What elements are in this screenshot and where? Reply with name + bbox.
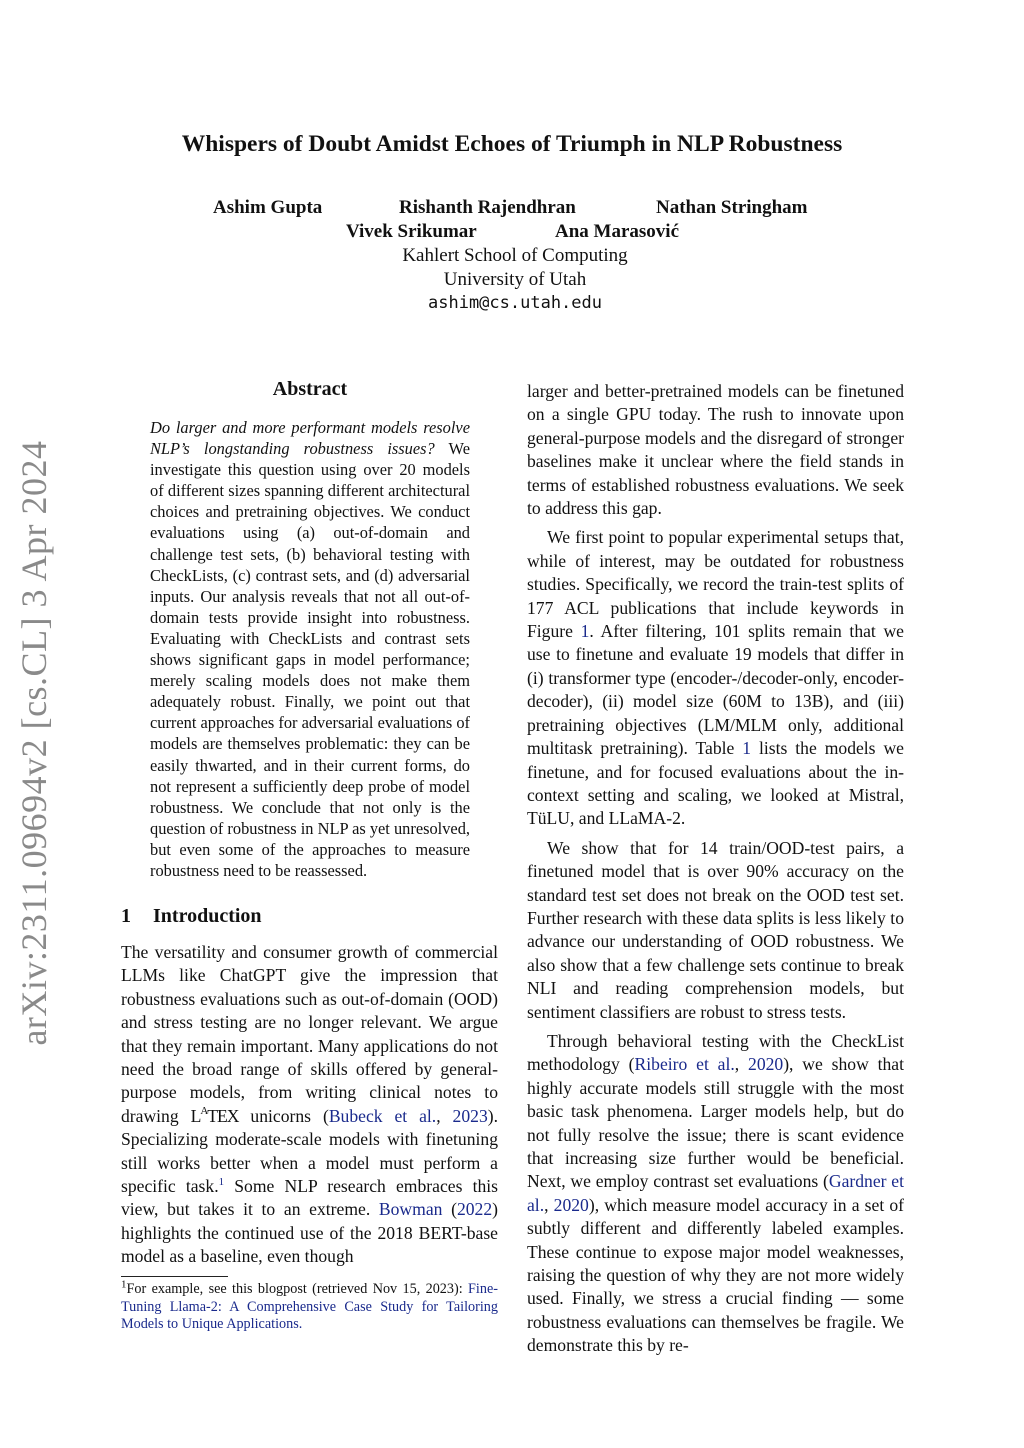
author-email[interactable]: ashim@cs.utah.edu [428, 293, 602, 313]
section-number: 1 [121, 905, 131, 927]
intro-right-column [527, 380, 904, 1358]
author-name: Nathan Stringham [656, 197, 808, 218]
paragraph-text: We first point to popular experimental setups that, while of interest, may be outdated for robustness studies. Specifically, we record the train-test splits of 177 ACL publications that include keywords in Figure [527, 527, 904, 642]
author-name: Rishanth Rajendhran [399, 197, 576, 218]
latex-logo [191, 1106, 239, 1126]
abstract-body [150, 417, 470, 881]
arxiv-stamp [10, 440, 58, 1046]
paragraph-text: ), which measure model accuracy in a set of subtly different and differently labeled examples. These continue to expose major model weaknesses, raising the question of why they are not more widely used. Finally, we stress a crucial finding — some robustness evaluations can themselves be fragile. We demonstrate this by re- [527, 1194, 904, 1356]
paragraph-text: unicorns ( [238, 1105, 329, 1126]
citation-separator: , [544, 1194, 554, 1215]
citation-author: Bubeck et al. [328, 1105, 437, 1126]
paragraph-text: The versatility and consumer growth of commercial LLMs like ChatGPT give the impression that robustness evaluations such as out-of-domain (OOD) and stress testing are no longer relevant. We argue that they remain important. Many applications do not need the broad range of skills offered by general-purpose models, from writing clinical notes to drawing [121, 942, 498, 1126]
paragraph-text: . After filtering, 101 splits remain that we use to finetune and evaluate 19 models that differ in (i) transformer type (encoder-/decoder-only, encoder-decoder), (ii) model size (60M to 13B), and (iii) pretraining objectives (LM/MLM only, additional multitask pretraining). Table [527, 621, 904, 759]
abstract-text: We investigate this question using over 20 models of different sizes spanning different architectural choices and pretraining objectives. We conduct evaluations using (a) out-of-domain and challenge test sets, (b) behavioral testing with CheckLists, (c) contrast sets, and (d) adversarial inputs. Our analysis reveals that not all out-of-domain tests provide insight into robustness. Evaluating with CheckLists and contrast sets shows significant gaps in model performance; merely scaling models does not make them adequately robust. Finally, we point out that current approaches for adversarial evaluations of models are themselves problematic: they can be easily thwarted, and in their current forms, do not represent a sufficiently deep probe of model robustness. We conclude that not only is the question of robustness in NLP as yet unresolved, but even some of the approaches to measure robustness need to be reassessed. [150, 439, 470, 880]
footnote [121, 1278, 498, 1334]
abstract-heading: Abstract [272, 378, 348, 400]
footnote-link[interactable]: Fine-Tuning Llama-2: A Comprehensive Case Study for Tailoring Models to Unique Applications. [121, 1281, 498, 1332]
intro-paragraph: larger and better-pretrained models can be finetuned on a single GPU today. The rush to innovate upon general-purpose models and the disregard of stronger baselines make it unclear where the field stands in terms of established robustness evaluations. We seek to address this gap. [527, 381, 904, 519]
intro-paragraph: We show that for 14 train/OOD-test pairs, a finetuned model that is over 90% accuracy on the standard test set does not break on the OOD test set. Further research with these data splits is less likely to advance our understanding of OOD robustness. We also show that a few challenge sets continue to break NLI and reading comprehension models, but sentiment classifiers are robust to stress tests. [527, 837, 904, 1022]
footnote-marker[interactable]: 1 [218, 1176, 225, 1189]
footnote-number: 1 [121, 1278, 127, 1291]
citation-link[interactable] [329, 1106, 488, 1126]
citation-year: 2023 [452, 1105, 488, 1126]
citation-link[interactable]: 2022 [456, 1199, 493, 1220]
intro-paragraph [527, 1030, 904, 1358]
citation-year: 2020 [553, 1194, 589, 1215]
paragraph-text: Through behavioral testing with the CheckList methodology ( [527, 1030, 904, 1075]
abstract-question: Do larger and more performant models resolve NLP’s longstanding robustness issues? [150, 418, 470, 459]
citation-author: Ribeiro et al. [634, 1054, 735, 1075]
citation-link[interactable] [635, 1054, 784, 1074]
intro-left-column [121, 941, 498, 1269]
paragraph-text: ( [442, 1199, 457, 1220]
paragraph-text: Some NLP research embraces this view, but takes it to an extreme. [121, 1176, 499, 1220]
citation-separator: , [734, 1054, 749, 1075]
citation-link[interactable]: Bowman [378, 1199, 443, 1220]
intro-paragraph [121, 941, 498, 1269]
affiliation-university: University of Utah [443, 269, 587, 290]
section-title: Introduction [153, 905, 262, 927]
author-name: Ana Marasović [555, 221, 680, 242]
latex-letter: L [190, 1105, 201, 1126]
paragraph-text: ). Specializing moderate-scale models with finetuning still works better when a model must perform a specific task. [121, 1105, 498, 1197]
citation-separator: , [436, 1105, 453, 1126]
paragraph-text: ), we show that highly accurate models still struggle with the most basic task phenomena. Larger models help, but do not fully resolve the issue; there is scant evidence that increasing size further would be beneficial. Next, we employ contrast set evaluations ( [527, 1054, 904, 1192]
citation-year: 2020 [748, 1054, 784, 1075]
latex-letters: TEX [207, 1105, 239, 1126]
paper-title: Whispers of Doubt Amidst Echoes of Triumph in NLP Robustness [181, 131, 843, 157]
section-heading [121, 905, 262, 928]
affiliation-school: Kahlert School of Computing [402, 245, 628, 266]
arxiv-identifier: arXiv:2311.09694v2 [cs.CL] 3 Apr 2024 [14, 440, 54, 1046]
figure-reference-link[interactable]: 1 [580, 621, 590, 642]
latex-letter: A [200, 1104, 208, 1117]
intro-paragraph [527, 526, 904, 830]
paragraph-text: lists the models we finetune, and for focused evaluations about the in-context setting and scaling, we looked at Mistral, TüLU, and LLaMA-2. [527, 738, 904, 829]
author-name: Ashim Gupta [213, 197, 323, 218]
footnote-text: For example, see this blogpost (retrieved Nov 15, 2023): [126, 1281, 469, 1297]
footnote-divider [121, 1276, 228, 1277]
author-name: Vivek Srikumar [346, 221, 477, 242]
citation-author: Gardner et al. [527, 1171, 905, 1215]
paragraph-text: ) highlights the continued use of the 2018 BERT-base model as a baseline, even though [121, 1199, 498, 1267]
table-reference-link[interactable]: 1 [742, 738, 752, 759]
